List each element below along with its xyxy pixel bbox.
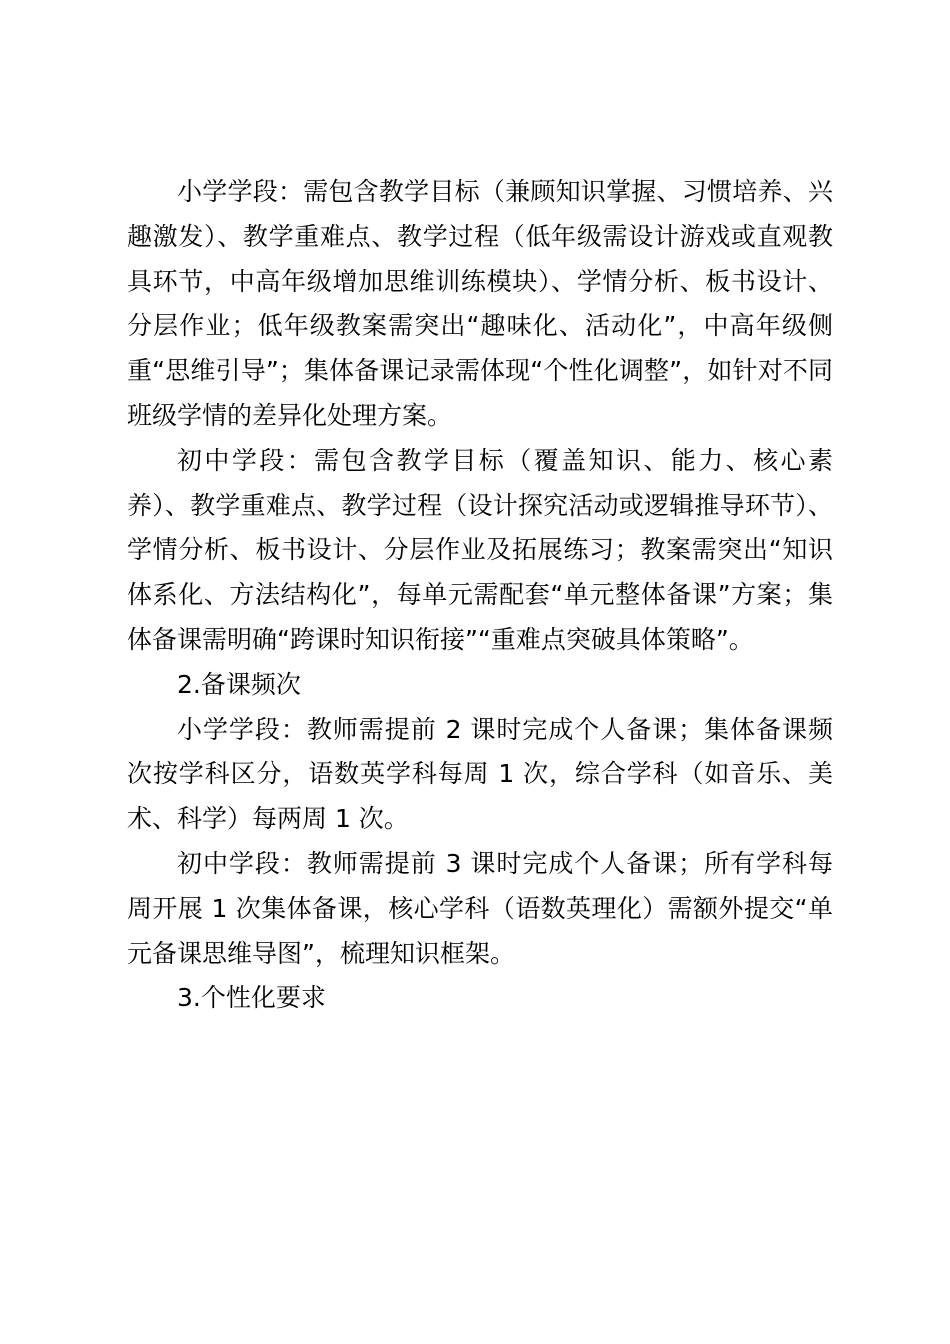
section-heading-lesson-prep-frequency: 2.备课频次 bbox=[177, 669, 301, 699]
paragraph-primary-school-frequency: 小学学段：教师需提前 2 课时完成个人备课；集体备课频次按学科区分，语数英学科每周 1 次，综合学科（如音乐、美术、科学）每两周 1 次。 bbox=[127, 714, 833, 834]
paragraph-junior-high-content: 初中学段：需包含教学目标（覆盖知识、能力、核心素养）、教学重难点、教学过程（设计探究活动或逻辑推导环节）、学情分析、板书设计、分层作业及拓展练习；教案需突出“知识体系化、方法结构化”，每单元需配套“单元整体备课”方案；集体备课需明确“跨课时知识衔接”“重难点突破具体策略”。 bbox=[127, 445, 833, 654]
section-heading-personalized-requirements: 3.个性化要求 bbox=[177, 983, 326, 1013]
document-body bbox=[127, 170, 833, 1021]
paragraph-primary-school-content: 小学学段：需包含教学目标（兼顾知识掌握、习惯培养、兴趣激发）、教学重难点、教学过程（低年级需设计游戏或直观教具环节，中高年级增加思维训练模块）、学情分析、板书设计、分层作业；低年级教案需突出“趣味化、活动化”，中高年级侧重“思维引导”；集体备课记录需体现“个性化调整”，如针对不同班级学情的差异化处理方案。 bbox=[127, 177, 833, 430]
paragraph-junior-high-frequency: 初中学段：教师需提前 3 课时完成个人备课；所有学科每周开展 1 次集体备课，核心学科（语数英理化）需额外提交“单元备课思维导图”，梳理知识框架。 bbox=[127, 848, 833, 968]
